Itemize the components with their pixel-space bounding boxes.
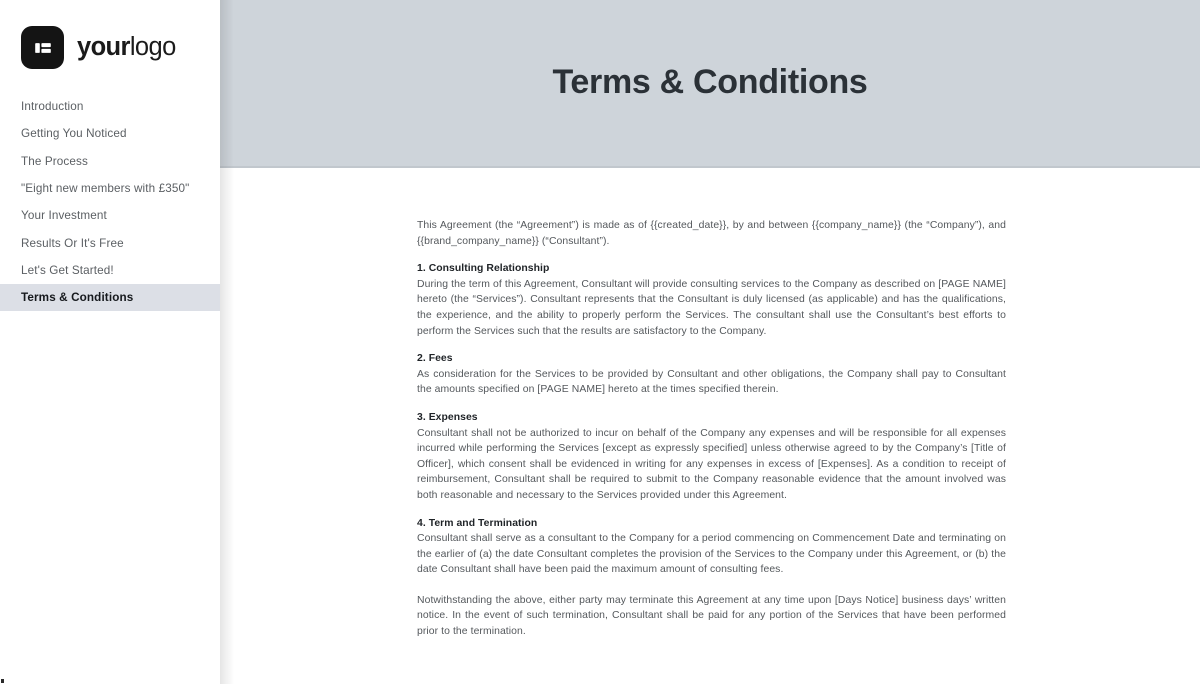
section-heading-term-and-termination: 4. Term and Termination [417,517,538,529]
logo[interactable] [21,26,176,69]
sidebar-item-your-investment[interactable] [0,202,220,229]
sidebar-item-eight-new-members[interactable] [0,175,220,202]
sidebar-item-lets-get-started[interactable] [0,257,220,284]
sidebar-item-label: The Process [21,154,88,168]
header-divider [220,166,1200,168]
spacer [417,504,1006,516]
corner-marker [1,679,4,683]
sidebar-item-label: Getting You Noticed [21,127,127,141]
sidebar [0,0,220,684]
section-heading-expenses: 3. Expenses [417,411,478,423]
spacer [417,578,1006,593]
sidebar-item-label: Let's Get Started! [21,263,114,277]
spacer [417,398,1006,410]
section-paragraph: Consultant shall not be authorized to incur on behalf of the Company any expenses and will be responsible for all expenses incurred while performing the Services [except as expressly specified] unless otherwise agreed to by the Company’s [Title of Officer], which consent shall be evidenced in writing for any expenses in excess of [Expenses]. As a condition to receipt of reimbursement, Consultant shall be required to submit to the Company reasonable evidence that the amount involved was both reasonable and necessary to the Services provided under this Agreement. [417,427,1006,501]
sidebar-item-getting-you-noticed[interactable] [0,120,220,147]
section-heading-fees: 2. Fees [417,353,453,365]
layout-panels-icon [21,26,64,69]
page-title: Terms & Conditions [552,62,868,101]
sidebar-item-label: Introduction [21,100,84,114]
logo-word-secondary: logo [129,32,176,61]
section-paragraph: Notwithstanding the above, either party may terminate this Agreement at any time upon [Days Notice] business days’ written notice. In the event of such termination, Consultant shall be paid for any portion of the Services that have been performed prior to the termination. [417,594,1006,638]
document-page [220,0,1200,684]
section-paragraph: As consideration for the Services to be provided by Consultant and other obligations, the Company shall pay to Consultant the amounts specified on [PAGE NAME] hereto at the times specified therein. [417,368,1006,396]
section-paragraph: During the term of this Agreement, Consultant will provide consulting services to the Company as described on [PAGE NAME] hereto (the “Services”). Consultant represents that the Consultant is duly licensed (as applicable) and has the qualifications, the experience, and the ability to properly perform the Services. The consultant shall use the Consultant’s best efforts to perform the Services such that the results are satisfactory to the Company. [417,278,1006,337]
sidebar-nav [0,93,220,311]
page-header-banner [220,0,1200,168]
intro-paragraph: This Agreement (the “Agreement”) is made as of {{created_date}}, by and between {{company_name}} (the “Company”), and {{brand_company_name}} (“Consultant”). [417,220,1006,247]
section-heading-consulting-relationship: 1. Consulting Relationship [417,263,550,275]
document-content [417,218,1006,640]
sidebar-item-label: "Eight new members with £350" [21,182,190,196]
spacer [417,339,1006,351]
spacer [417,249,1006,261]
sidebar-item-label: Results Or It's Free [21,236,124,250]
logo-word-primary: your [77,32,130,61]
sidebar-item-label: Your Investment [21,209,107,223]
section-paragraph: Consultant shall serve as a consultant to the Company for a period commencing on Commencement Date and terminating on the earlier of (a) the date Consultant completes the provision of the Services to the Company under this Agreement, or (b) the date Consultant shall have been paid the maximum amount of consulting fees. [417,533,1006,576]
sidebar-item-the-process[interactable] [0,148,220,175]
sidebar-item-introduction[interactable] [0,93,220,120]
sidebar-item-results-or-its-free[interactable] [0,229,220,256]
sidebar-item-label: Terms & Conditions [21,291,134,305]
logo-wordmark [77,32,176,61]
sidebar-item-terms-and-conditions[interactable] [0,284,220,311]
